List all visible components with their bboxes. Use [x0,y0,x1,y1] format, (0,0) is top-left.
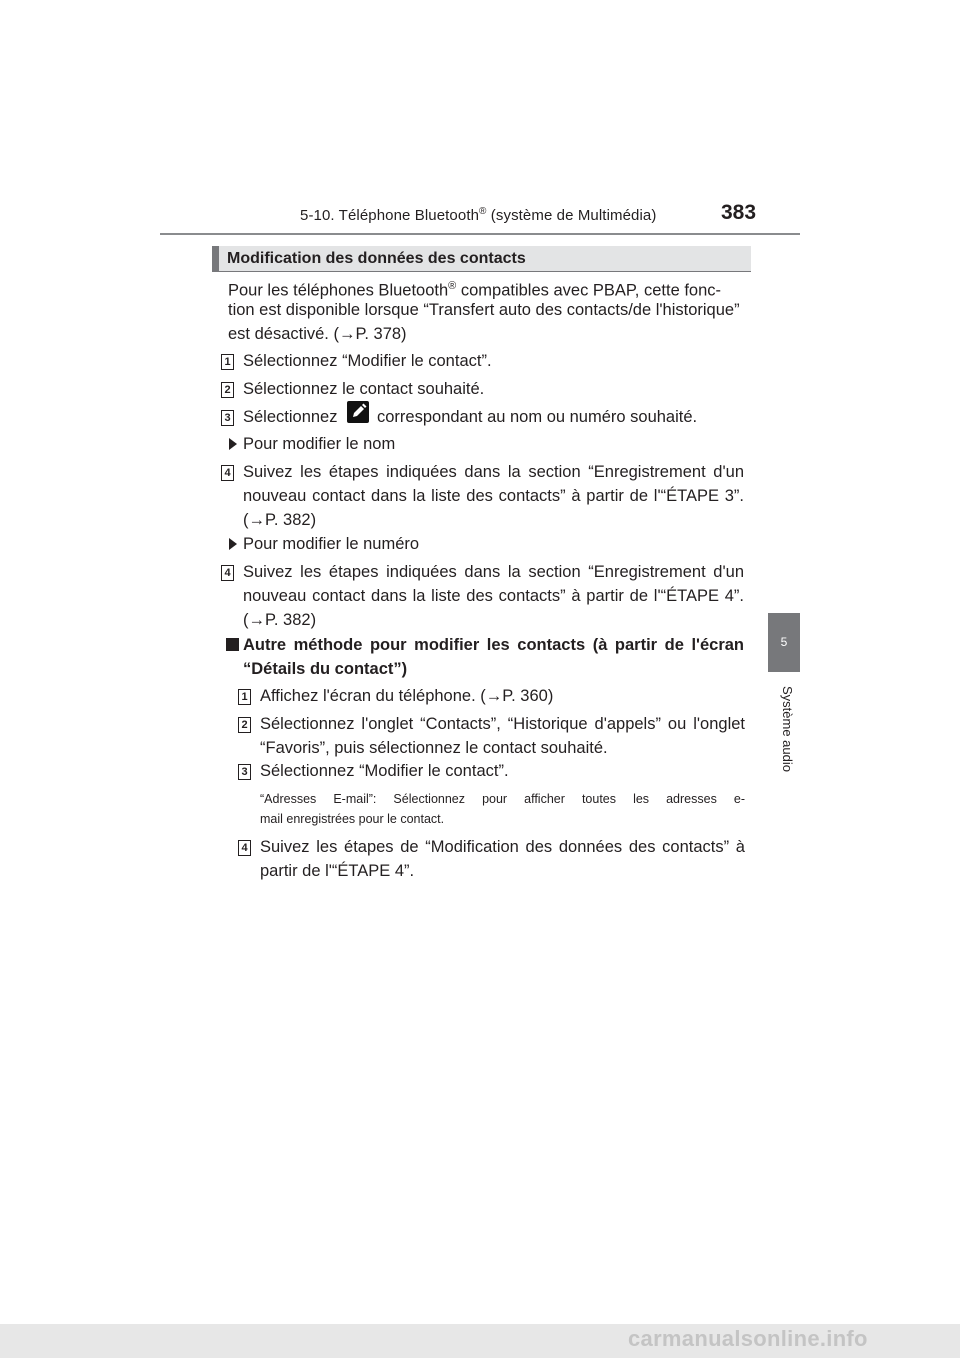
step-number: 4 [221,465,234,481]
chapter-title [300,206,656,224]
step-number: 1 [238,689,251,705]
sub-heading: Pour modifier le nom [243,435,396,453]
step-text: Suivez les étapes de “Modification des données des contacts” à [260,838,745,856]
alt-heading-line-2: “Détails du contact”) [243,660,408,678]
section-heading [212,246,751,272]
registered-mark: ® [479,206,487,217]
header-rule [160,233,800,235]
sub-heading: Pour modifier le numéro [243,535,420,553]
step-text: Suivez les étapes indiquées dans la section “Enregistrement d'un [243,463,744,481]
note-line-2: mail enregistrées pour le contact. [260,812,445,826]
square-bullet-icon [226,638,239,651]
step-text: partir de l'“ÉTAPE 4”. [260,862,415,880]
step-text: correspondant au nom ou numéro souhaité. [377,408,698,426]
page-header [0,0,960,240]
step-text: Suivez les étapes indiquées dans la section “Enregistrement d'un [243,563,744,581]
step-number: 1 [221,354,234,370]
step-number: 2 [238,717,251,733]
watermark-text: carmanualsonline.info [628,1326,868,1351]
step-number: 2 [221,382,234,398]
chapter-title-prefix: 5-10. Téléphone Bluetooth [300,207,480,224]
step-text: (→P. 382) [243,511,317,529]
triangle-bullet-icon [229,438,237,450]
step-text: nouveau contact dans la liste des contacts” à partir de l'“ÉTAPE 4”. [243,587,744,605]
intro-text: Pour les téléphones Bluetooth [228,281,449,300]
page-number: 383 [721,201,757,224]
note-line-1: “Adresses E-mail”: Sélectionnez pour afficher toutes les adresses e- [260,792,745,806]
alt-heading-line-1: Autre méthode pour modifier les contacts (à partir de l'écran [243,636,744,654]
step-text: Sélectionnez l'onglet “Contacts”, “Historique d'appels” ou l'onglet [260,715,745,733]
intro-line-2: tion est disponible lorsque “Transfert auto des contacts/de l'historique” [228,301,740,319]
section-title: Modification des données des contacts [227,250,526,267]
step-text: Sélectionnez “Modifier le contact”. [243,352,492,370]
step-text: “Favoris”, puis sélectionnez le contact souhaité. [260,739,608,757]
intro-line-3: est désactivé. (→P. 378) [228,325,407,343]
chapter-title-suffix: (système de Multimédia) [486,207,657,224]
intro-text: compatibles avec PBAP, cette fonc- [456,281,722,300]
step-text: (→P. 382) [243,611,317,629]
step-text: Sélectionnez le contact souhaité. [243,380,485,398]
registered-mark: ® [448,280,457,292]
step-text: Affichez l'écran du téléphone. (→P. 360) [260,687,554,705]
chapter-tab: 5 [768,613,800,672]
step-text: nouveau contact dans la liste des contacts” à partir de l'“ÉTAPE 3”. [243,487,744,505]
step-number: 3 [221,410,234,426]
step-text: Sélectionnez “Modifier le contact”. [260,762,509,780]
chapter-tab-label: Système audio [780,686,795,772]
section-heading-bar [212,246,219,272]
pencil-icon [347,401,369,423]
step-text: Sélectionnez [243,408,338,426]
step-number: 4 [238,840,251,856]
step-number: 4 [221,565,234,581]
step-number: 3 [238,764,251,780]
triangle-bullet-icon [229,538,237,550]
